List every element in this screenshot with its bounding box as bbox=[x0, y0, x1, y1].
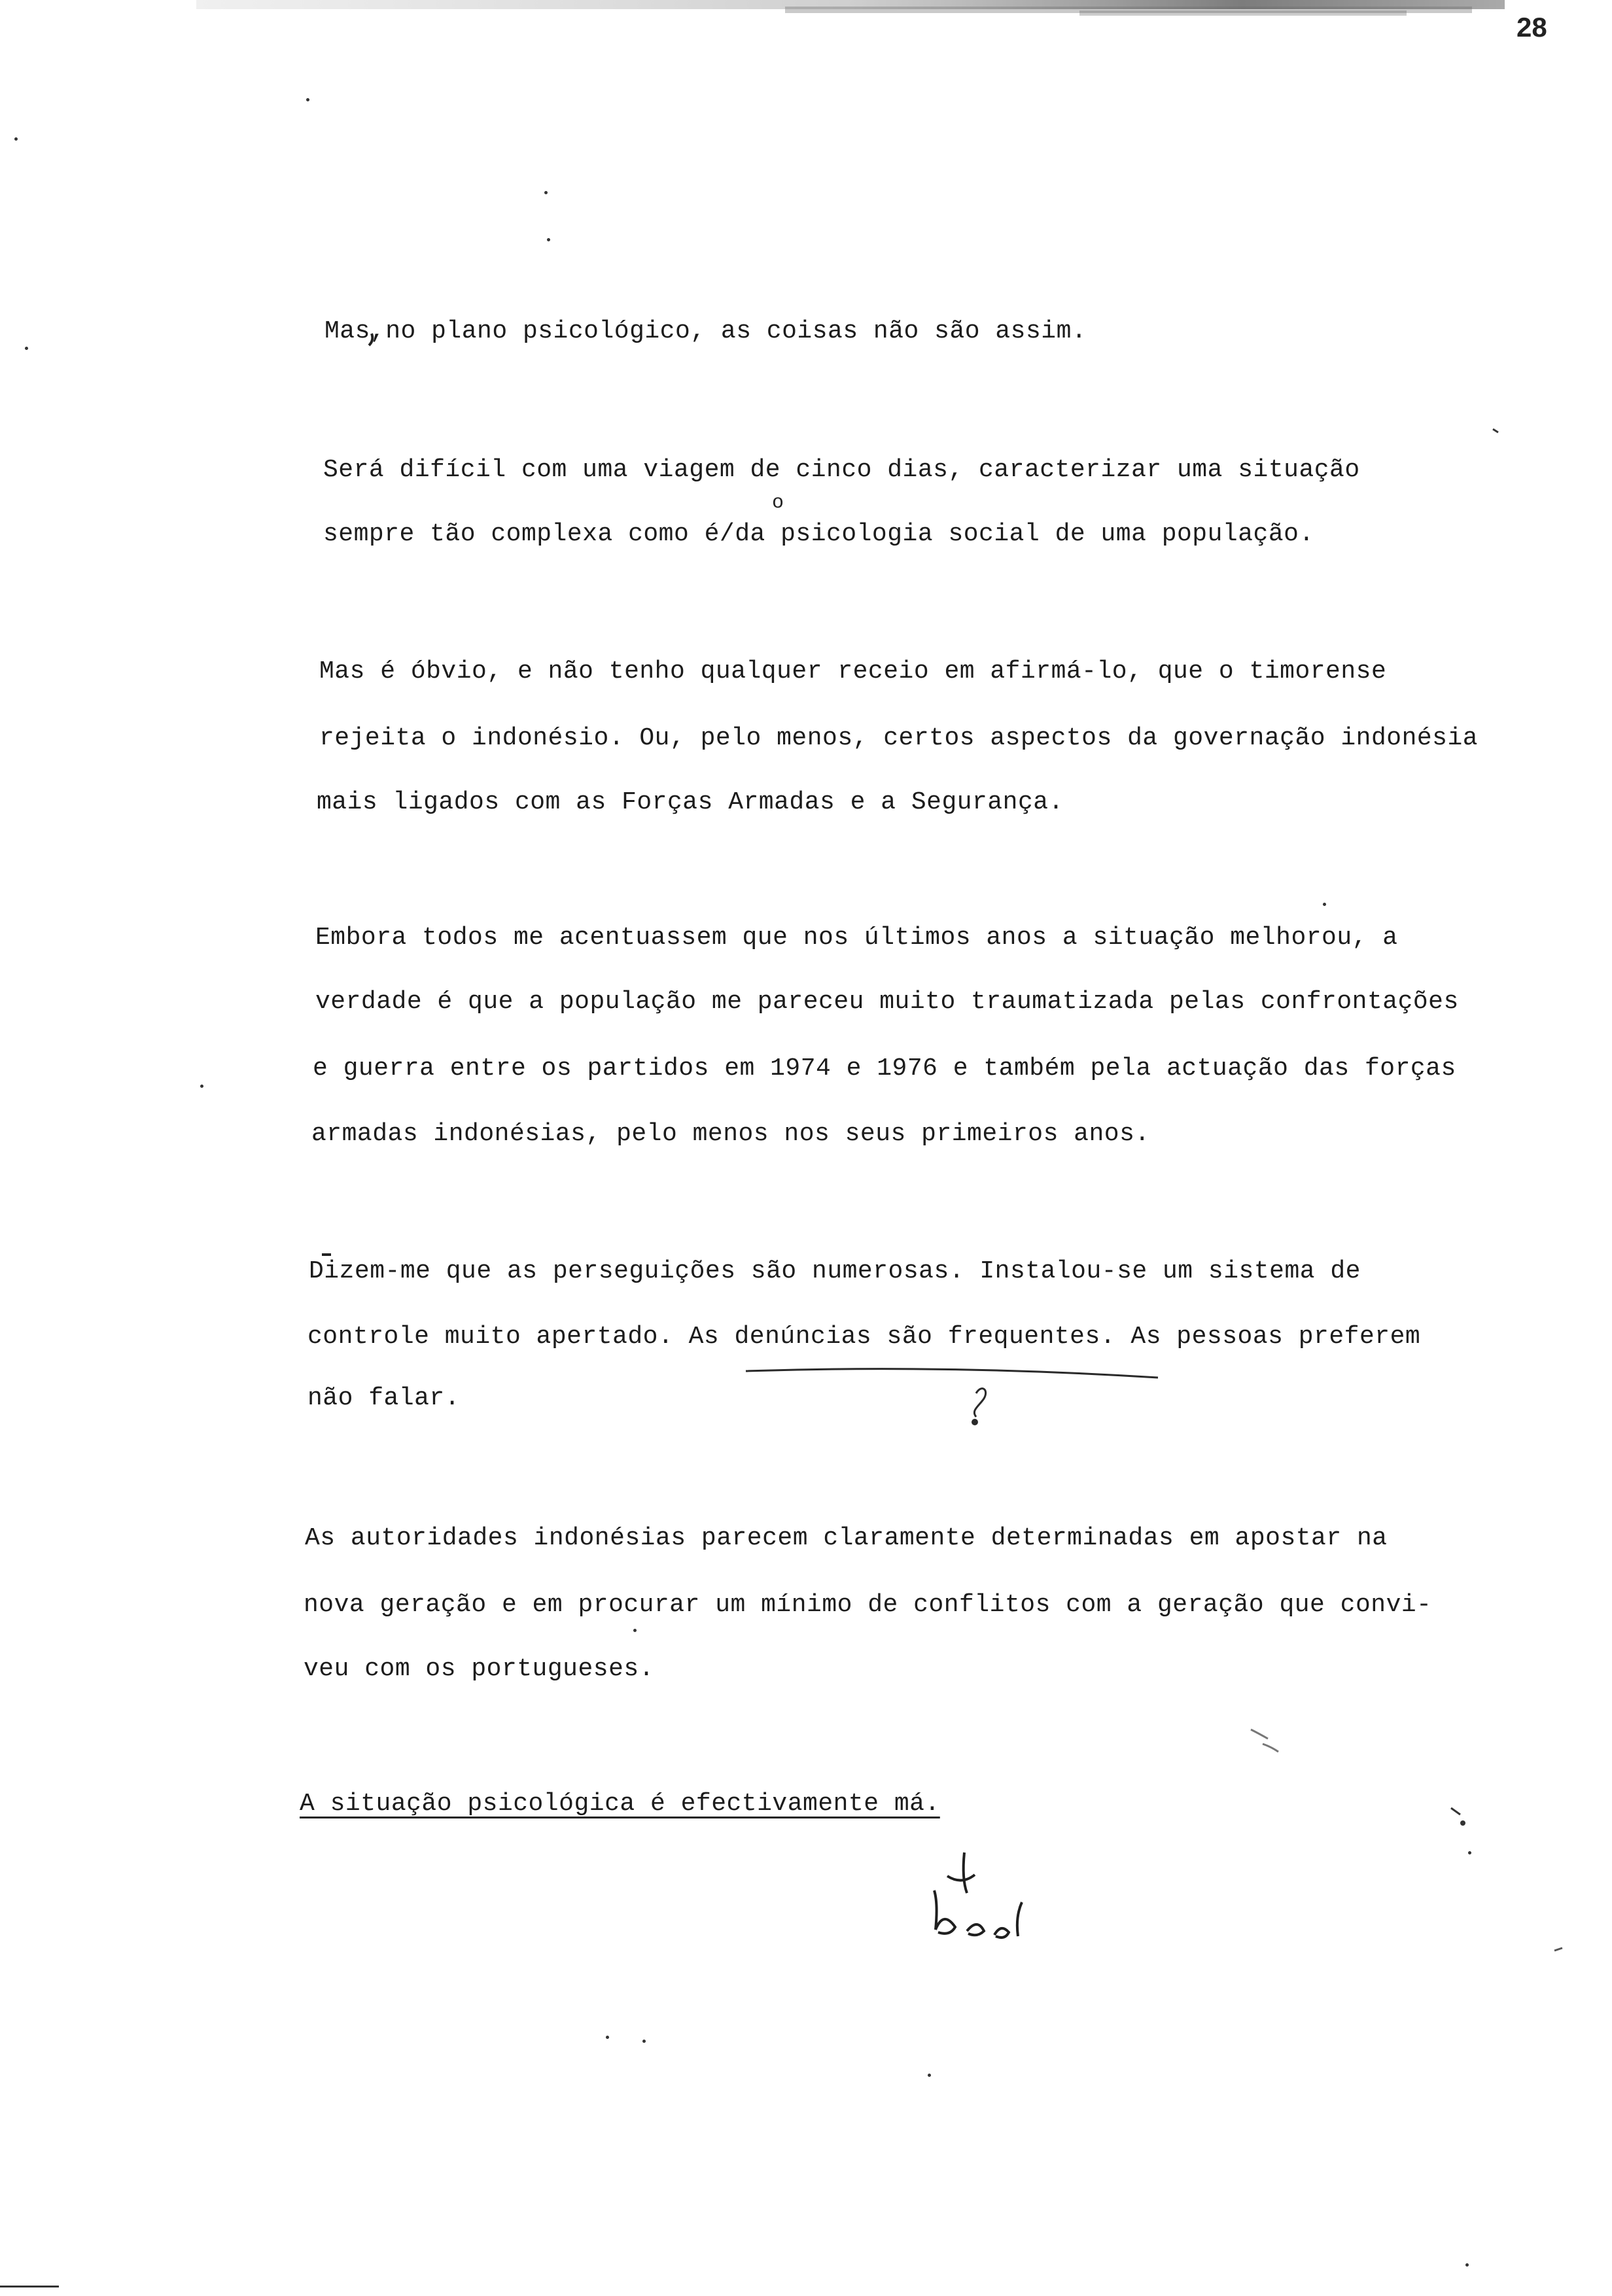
text-line: armadas indonésias, pelo menos nos seus primeiros anos. bbox=[311, 1120, 1150, 1148]
scan-speck bbox=[200, 1085, 203, 1088]
scan-speck bbox=[14, 137, 18, 141]
text-line: Mas é óbvio, e não tenho qualquer receio em afirmá-lo, que o timorense bbox=[319, 657, 1387, 686]
text-line: Mas,no plano psicológico, as coisas não são assim. bbox=[324, 317, 1087, 345]
scan-speck bbox=[1465, 2263, 1469, 2267]
scan-speck bbox=[928, 2074, 931, 2077]
scan-speck bbox=[547, 238, 550, 241]
page-number: 28 bbox=[1516, 12, 1547, 43]
text-line: sempre tão complexa como é/da psicologia social de uma população. bbox=[323, 520, 1314, 548]
scan-speck bbox=[306, 98, 309, 101]
scan-speck bbox=[642, 2040, 646, 2043]
scan-speck bbox=[25, 347, 28, 350]
text-line: Dizem-me que as perseguições são numerosas. Instalou-se um sistema de bbox=[309, 1257, 1361, 1285]
scan-speck bbox=[633, 1629, 637, 1632]
text-line: Embora todos me acentuassem que nos últimos anos a situação melhorou, a bbox=[315, 924, 1398, 952]
text-line: controle muito apertado. As denúncias são frequentes. As pessoas preferem bbox=[307, 1323, 1421, 1351]
text-line: verdade é que a população me pareceu muito traumatizada pelas confrontações bbox=[315, 988, 1459, 1016]
text-line: veu com os portugueses. bbox=[304, 1655, 654, 1683]
text-line: não falar. bbox=[307, 1384, 461, 1412]
scan-speck bbox=[544, 191, 548, 194]
scan-speck bbox=[606, 2036, 609, 2039]
scan-speck bbox=[1468, 1851, 1471, 1854]
text-line: rejeita o indonésio. Ou, pelo menos, certos aspectos da governação indonésia bbox=[319, 724, 1479, 752]
text-line: e guerra entre os partidos em 1974 e 1976 e também pela actuação das forças bbox=[313, 1054, 1456, 1083]
text-line: mais ligados com as Forças Armadas e a Segurança. bbox=[317, 788, 1064, 816]
text-line: As autoridades indonésias parecem claramente determinadas em apostar na bbox=[305, 1524, 1388, 1552]
text-line: nova geração e em procurar um mínimo de conflitos com a geração que convi- bbox=[304, 1591, 1432, 1619]
scan-speck bbox=[1323, 903, 1326, 906]
handwritten-insertion: o bbox=[772, 492, 784, 514]
scan-edge-mark bbox=[0, 2286, 59, 2287]
underlined-conclusion: A situação psicológica é efectivamente má. bbox=[300, 1790, 940, 1818]
text-line: Será difícil com uma viagem de cinco dias, caracterizar uma situação bbox=[323, 456, 1360, 484]
